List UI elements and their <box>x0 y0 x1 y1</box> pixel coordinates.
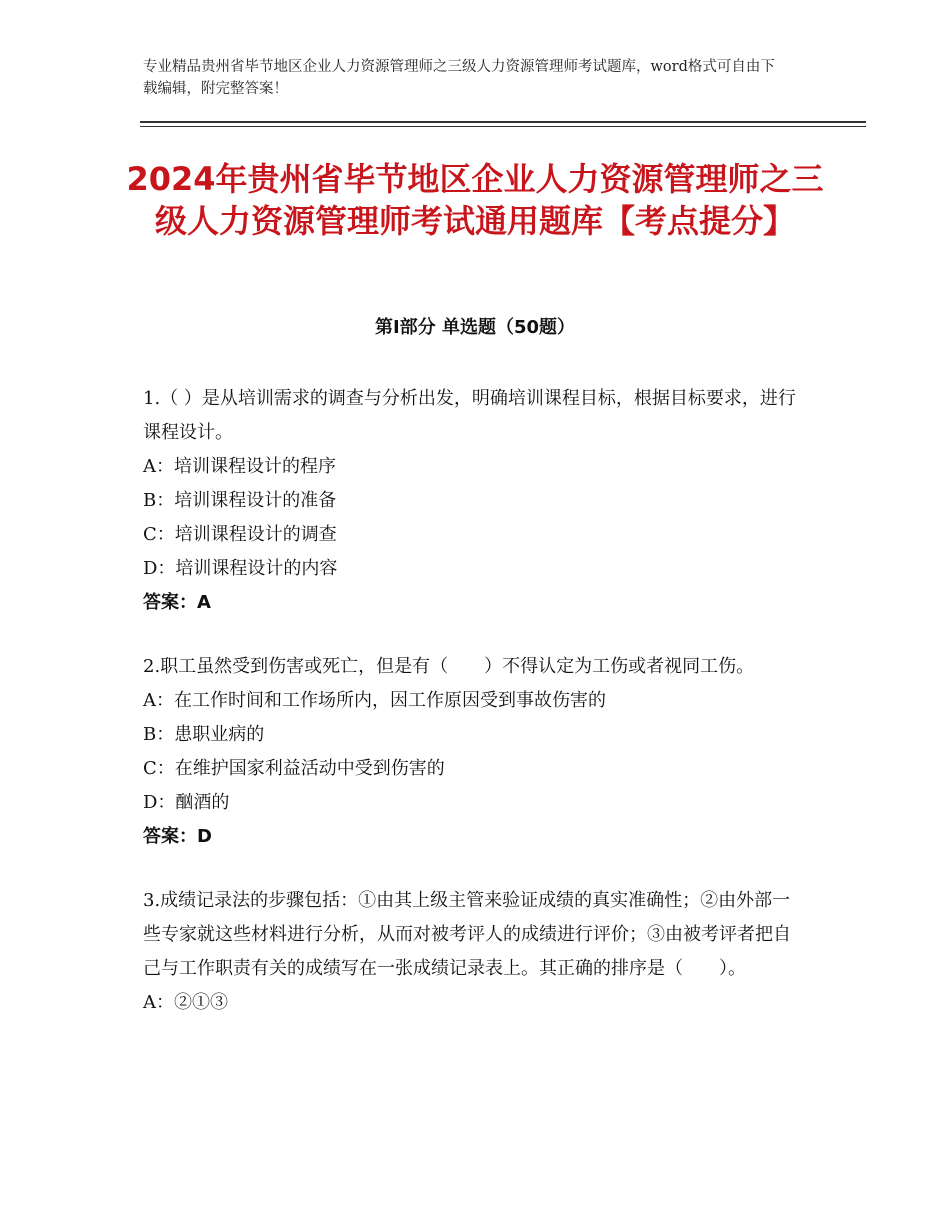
answer-label: 答案：D <box>143 826 212 847</box>
question-stem: 1.（ ）是从培训需求的调查与分析出发，明确培训课程目标，根据目标要求，进行课程设计。 <box>143 388 796 443</box>
header-divider-thin <box>140 126 866 127</box>
option-a: A：②①③ <box>143 992 228 1013</box>
header-divider-thick <box>140 121 866 123</box>
option-b: B：培训课程设计的准备 <box>143 490 337 511</box>
answer-label: 答案：A <box>143 592 211 613</box>
option-b: B：患职业病的 <box>143 724 265 745</box>
question-stem: 2.职工虽然受到伤害或死亡，但是有（ ）不得认定为工伤或者视同工伤。 <box>143 656 755 677</box>
question-3 <box>143 884 808 1020</box>
question-stem: 3.成绩记录法的步骤包括：①由其上级主管来验证成绩的真实准确性；②由外部一些专家就这些材料进行分析，从而对被考评人的成绩进行评价；③由被考评者把自己与工作职责有关的成绩写在一张成绩记录表上。其正确的排序是（ ）。 <box>143 890 791 979</box>
option-a: A：在工作时间和工作场所内，因工作原因受到事故伤害的 <box>143 690 606 711</box>
option-a: A：培训课程设计的程序 <box>143 456 336 477</box>
header-note: 专业精品贵州省毕节地区企业人力资源管理师之三级人力资源管理师考试题库，word格式可自由下载编辑，附完整答案！ <box>143 59 775 97</box>
option-c: C：培训课程设计的调查 <box>143 524 337 545</box>
option-d: D：培训课程设计的内容 <box>143 558 338 579</box>
question-1 <box>143 382 808 620</box>
document-title: 2024年贵州省毕节地区企业人力资源管理师之三级人力资源管理师考试通用题库【考点提分】 <box>126 160 824 240</box>
section-heading: 第Ⅰ部分 单选题（50题） <box>374 317 575 338</box>
question-2 <box>143 650 808 854</box>
option-d: D：酗酒的 <box>143 792 230 813</box>
question-list <box>143 382 808 1050</box>
option-c: C：在维护国家利益活动中受到伤害的 <box>143 758 445 779</box>
